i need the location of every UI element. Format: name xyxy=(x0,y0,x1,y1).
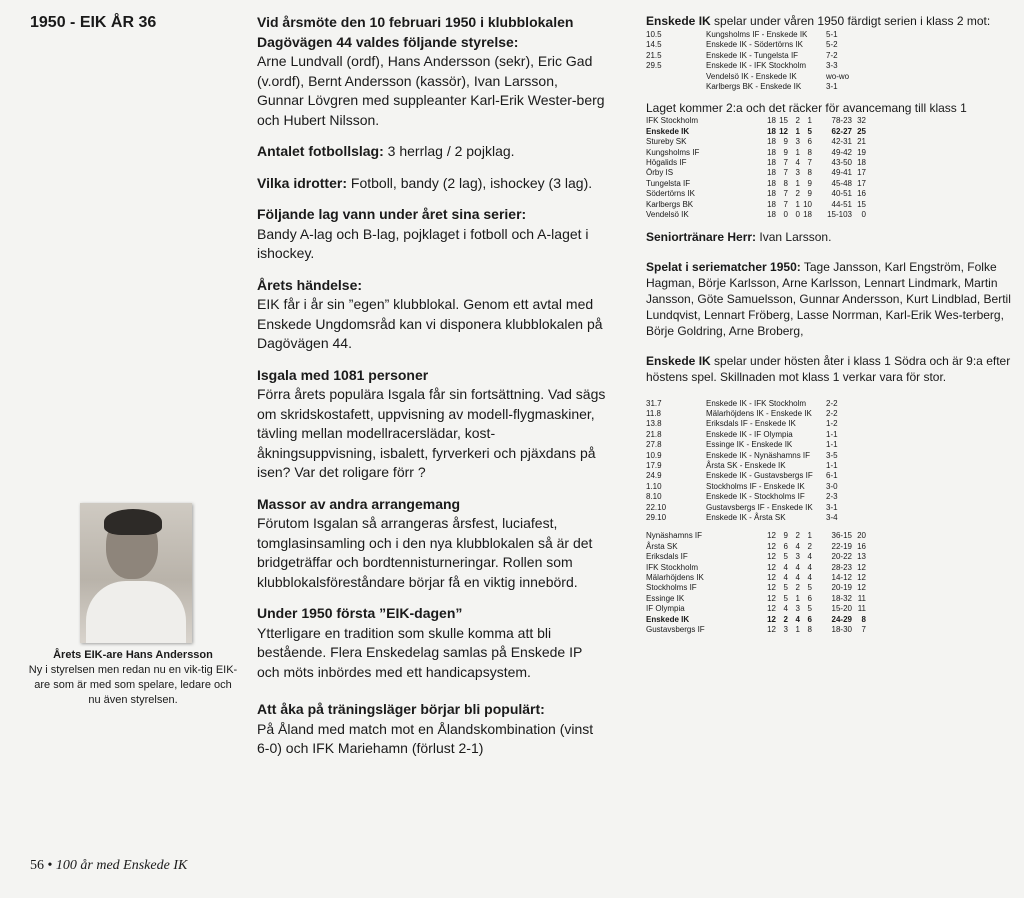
match-row xyxy=(646,482,866,492)
match-score: 1-2 xyxy=(826,419,838,429)
sports-section xyxy=(257,174,607,194)
draws: 4 xyxy=(795,562,800,572)
goal-difference: 15-103 xyxy=(827,210,852,220)
standings-row xyxy=(646,158,866,168)
match-date: 10.9 xyxy=(646,450,662,460)
match-row xyxy=(646,513,866,523)
match-score: 3-0 xyxy=(826,481,838,491)
results-column xyxy=(646,13,1016,635)
board-text: Arne Lundvall (ordf), Hans Andersson (sekr), Eric Gad (v.ordf), Bernt Andersson (kassör), Ivan Larsson, Gunnar Lövgren med suppleanter Karl-Erik Wester-berg och Hubert Nilsson. xyxy=(257,53,605,128)
sports-value: Fotboll, bandy (2 lag), ishockey (3 lag). xyxy=(347,174,593,191)
wins: 4 xyxy=(783,562,788,572)
points: 17 xyxy=(857,178,866,188)
standings-row xyxy=(646,563,866,573)
goal-difference: 42-31 xyxy=(831,137,852,147)
photo-caption xyxy=(28,648,238,708)
match-score: 6-1 xyxy=(826,471,838,481)
goal-difference: 78-23 xyxy=(831,116,852,126)
wins: 9 xyxy=(783,137,788,147)
points: 8 xyxy=(861,614,866,624)
wins: 5 xyxy=(783,593,788,603)
games-played: 18 xyxy=(767,137,776,147)
wins: 9 xyxy=(783,531,788,541)
points: 12 xyxy=(857,562,866,572)
losses: 9 xyxy=(807,178,812,188)
teams-section xyxy=(257,142,607,162)
winners-section xyxy=(257,205,607,264)
events-section xyxy=(257,276,607,354)
games-played: 18 xyxy=(767,126,776,136)
losses: 5 xyxy=(807,583,812,593)
match-score: 5-2 xyxy=(826,40,838,50)
winners-text: Bandy A-lag och B-lag, pojklaget i fotboll och A-laget i ishockey. xyxy=(257,225,589,261)
games-played: 18 xyxy=(767,147,776,157)
match-row xyxy=(646,82,866,92)
losses: 6 xyxy=(807,593,812,603)
spring-standings-table xyxy=(646,116,866,220)
match-date: 31.7 xyxy=(646,398,662,408)
match-score: 3-4 xyxy=(826,512,838,522)
spring-matches-table xyxy=(646,30,866,92)
goal-difference: 40-51 xyxy=(831,189,852,199)
team-name: Högalids IF xyxy=(646,158,687,168)
match-row xyxy=(646,440,866,450)
points: 7 xyxy=(861,625,866,635)
games-played: 18 xyxy=(767,178,776,188)
match-teams: Enskede IK - Stockholms IF xyxy=(706,492,805,502)
wins: 2 xyxy=(783,614,788,624)
goal-difference: 24-29 xyxy=(831,614,852,624)
standings-row xyxy=(646,168,866,178)
games-played: 18 xyxy=(767,158,776,168)
draws: 4 xyxy=(795,573,800,582)
standings-row xyxy=(646,531,866,541)
teams-value: 3 herrlag / 2 pojklag. xyxy=(383,143,515,159)
chapter-title: 1950 - EIK ÅR 36 xyxy=(30,14,157,31)
match-teams: Enskede IK - IFK Stockholm xyxy=(706,61,807,71)
goal-difference: 20-19 xyxy=(831,583,852,593)
events-heading: Årets händelse: xyxy=(257,276,363,293)
games-played: 12 xyxy=(767,583,776,593)
standings-row xyxy=(646,116,866,126)
wins: 15 xyxy=(779,116,788,126)
losses: 5 xyxy=(807,604,812,614)
match-teams: Vendelsö IK - Enskede IK xyxy=(706,71,797,81)
points: 15 xyxy=(857,199,866,209)
wins: 12 xyxy=(779,126,788,136)
points: 13 xyxy=(857,552,866,562)
match-date: 8.10 xyxy=(646,492,662,502)
standings-row xyxy=(646,179,866,189)
points: 32 xyxy=(857,116,866,126)
wins: 0 xyxy=(783,210,788,220)
losses: 18 xyxy=(803,210,812,220)
team-name: Enskede IK xyxy=(646,126,690,136)
points: 19 xyxy=(857,147,866,157)
match-teams: Enskede IK - IF Olympia xyxy=(706,429,793,439)
match-row xyxy=(646,461,866,471)
wins: 7 xyxy=(783,199,788,209)
games-played: 12 xyxy=(767,614,776,624)
match-date: 22.10 xyxy=(646,502,667,512)
team-name: Örby IS xyxy=(646,168,674,178)
team-name: Mälarhöjdens IK xyxy=(646,573,704,582)
losses: 10 xyxy=(803,199,812,209)
arrangements-section xyxy=(257,495,607,593)
match-teams: Stockholms IF - Enskede IK xyxy=(706,481,805,491)
match-row xyxy=(646,503,866,513)
standings-row xyxy=(646,552,866,562)
standings-row xyxy=(646,127,866,137)
match-date xyxy=(646,72,706,82)
team-name: Essinge IK xyxy=(646,593,685,603)
players-paragraph: Spelat i seriematcher 1950: Tage Jansson, Karl Engström, Folke Hagman, Börje Karlsson, Arne Karlsson, Lennart Lindmark, Martin Jansson, Göte Samuelsson, Gunnar Andersson, Kurt Lindblad, Bertil Lundqvist, Lennart Fröberg, Lasse Norrman, Karl-Erik Wes-terberg, Börje Goldring, Arne Broberg, xyxy=(646,259,1011,338)
team-name: Stockholms IF xyxy=(646,583,697,593)
losses: 8 xyxy=(807,168,812,178)
match-row xyxy=(646,72,866,82)
match-score: 3-1 xyxy=(826,82,838,92)
points: 12 xyxy=(857,573,866,582)
team-name: Tungelsta IF xyxy=(646,178,691,188)
portrait-photo xyxy=(80,503,192,643)
standings-row xyxy=(646,625,866,635)
autumn-intro: Enskede IK spelar under hösten åter i klass 1 Södra och är 9:a efter höstens spel. Skillnaden mot klass 1 verkar vara för stor. xyxy=(646,353,1011,384)
goal-difference: 45-48 xyxy=(831,178,852,188)
games-played: 18 xyxy=(767,210,776,220)
standings-row xyxy=(646,594,866,604)
wins: 5 xyxy=(783,552,788,562)
match-date: 21.8 xyxy=(646,429,662,439)
isgala-heading: Isgala med 1081 personer xyxy=(257,366,429,383)
goal-difference: 18-32 xyxy=(831,593,852,603)
eikday-text: Ytterligare en tradition som skulle komma att bli bestående. Flera Enskedelag samlas på Enskede IP och möts inbördes med ett handicapsystem. xyxy=(257,624,583,680)
losses: 8 xyxy=(807,625,812,635)
eikday-heading: Under 1950 första ”EIK-dagen” xyxy=(257,605,463,621)
team-name: Södertörns IK xyxy=(646,189,695,199)
match-score: 2-2 xyxy=(826,398,838,408)
match-score: 2-2 xyxy=(826,408,838,418)
games-played: 12 xyxy=(767,562,776,572)
goal-difference: 28-23 xyxy=(831,562,852,572)
standings-row xyxy=(646,615,866,625)
draws: 4 xyxy=(795,614,800,624)
team-name: Stureby SK xyxy=(646,137,687,147)
page-number: 56 • xyxy=(30,858,53,873)
match-teams: Eriksdals IF - Enskede IK xyxy=(706,419,796,429)
draws: 2 xyxy=(795,189,800,199)
goal-difference: 20-22 xyxy=(831,552,852,562)
losses: 1 xyxy=(807,116,812,126)
team-name: Kungsholms IF xyxy=(646,147,700,157)
match-row xyxy=(646,51,866,61)
points: 21 xyxy=(857,137,866,147)
standings-row xyxy=(646,200,866,210)
match-score: 3-1 xyxy=(826,502,838,512)
draws: 2 xyxy=(795,531,800,541)
draws: 1 xyxy=(795,178,800,188)
draws: 1 xyxy=(795,126,800,136)
losses: 8 xyxy=(807,147,812,157)
points: 16 xyxy=(857,541,866,551)
match-row xyxy=(646,399,866,409)
goal-difference: 36-15 xyxy=(831,531,852,541)
losses: 4 xyxy=(807,573,812,582)
losses: 7 xyxy=(807,158,812,168)
goal-difference: 22-19 xyxy=(831,541,852,551)
points: 11 xyxy=(857,604,866,614)
match-row xyxy=(646,430,866,440)
wins: 4 xyxy=(783,604,788,614)
coach-line: Seniortränare Herr: Ivan Larsson. xyxy=(646,229,832,244)
games-played: 18 xyxy=(767,168,776,178)
match-teams: Enskede IK - Tungelsta IF xyxy=(706,50,799,60)
goal-difference: 62-27 xyxy=(831,126,852,136)
team-name: Enskede IK xyxy=(646,614,690,624)
match-date: 1.10 xyxy=(646,481,662,491)
wins: 9 xyxy=(783,147,788,157)
camp-heading: Att åka på träningsläger börjar bli populärt: xyxy=(257,701,545,717)
draws: 4 xyxy=(795,158,800,168)
wins: 6 xyxy=(783,541,788,551)
match-row xyxy=(646,471,866,481)
goal-difference: 15-20 xyxy=(831,604,852,614)
points: 16 xyxy=(857,189,866,199)
standings-row xyxy=(646,210,866,220)
draws: 4 xyxy=(795,541,800,551)
match-score: 1-1 xyxy=(826,440,838,450)
arrangements-heading: Massor av andra arrangemang xyxy=(257,495,461,512)
games-played: 12 xyxy=(767,604,776,614)
team-name: IFK Stockholm xyxy=(646,116,699,126)
games-played: 12 xyxy=(767,625,776,635)
draws: 3 xyxy=(795,137,800,147)
match-row xyxy=(646,451,866,461)
autumn-matches-table xyxy=(646,399,866,524)
main-text-column xyxy=(257,13,607,771)
match-score: 7-2 xyxy=(826,50,838,60)
match-score: 3-3 xyxy=(826,61,838,71)
match-date: 17.9 xyxy=(646,460,662,470)
games-played: 18 xyxy=(767,189,776,199)
match-score: 1-1 xyxy=(826,429,838,439)
match-score: wo-wo xyxy=(826,71,850,81)
goal-difference: 18-30 xyxy=(831,625,852,635)
match-teams: Enskede IK - Årsta SK xyxy=(706,512,786,522)
match-date: 13.8 xyxy=(646,419,662,429)
draws: 1 xyxy=(795,593,800,603)
games-played: 18 xyxy=(767,116,776,126)
points: 18 xyxy=(857,158,866,168)
team-name: Karlbergs BK xyxy=(646,199,694,209)
match-score: 5-1 xyxy=(826,30,838,39)
board-heading: Vid årsmöte den 10 februari 1950 i klubblokalen Dagövägen 44 valdes följande styrelse: xyxy=(257,14,574,50)
games-played: 12 xyxy=(767,531,776,541)
goal-difference: 43-50 xyxy=(831,158,852,168)
standings-row xyxy=(646,189,866,199)
board-section xyxy=(257,13,607,130)
draws: 1 xyxy=(795,147,800,157)
match-teams: Kungsholms IF - Enskede IK xyxy=(706,30,808,39)
match-teams: Essinge IK - Enskede IK xyxy=(706,440,793,450)
standings-row xyxy=(646,604,866,614)
draws: 2 xyxy=(795,583,800,593)
match-score: 1-1 xyxy=(826,460,838,470)
points: 25 xyxy=(857,126,866,136)
losses: 1 xyxy=(807,531,812,541)
draws: 2 xyxy=(795,116,800,126)
wins: 7 xyxy=(783,189,788,199)
match-row xyxy=(646,61,866,71)
spring-intro: Enskede IK spelar under våren 1950 färdigt serien i klass 2 mot: xyxy=(646,14,991,28)
standings-row xyxy=(646,137,866,147)
match-date: 10.5 xyxy=(646,30,662,39)
match-date: 24.9 xyxy=(646,471,662,481)
eikday-section xyxy=(257,604,607,682)
draws: 0 xyxy=(795,210,800,220)
games-played: 12 xyxy=(767,593,776,603)
goal-difference: 49-41 xyxy=(831,168,852,178)
losses: 9 xyxy=(807,189,812,199)
losses: 6 xyxy=(807,614,812,624)
photo-caption-title: Årets EIK-are Hans Andersson xyxy=(53,649,213,661)
match-score: 3-5 xyxy=(826,450,838,460)
camp-section xyxy=(257,700,607,759)
match-teams: Enskede IK - Nynäshamns IF xyxy=(706,450,811,460)
book-title: 100 år med Enskede IK xyxy=(55,858,188,873)
points: 0 xyxy=(861,210,866,220)
losses: 6 xyxy=(807,137,812,147)
losses: 4 xyxy=(807,562,812,572)
match-date: 14.5 xyxy=(646,40,662,50)
wins: 8 xyxy=(783,178,788,188)
match-teams: Enskede IK - Gustavsbergs IF xyxy=(706,471,813,481)
draws: 3 xyxy=(795,168,800,178)
team-name: Eriksdals IF xyxy=(646,552,688,562)
autumn-standings-table xyxy=(646,531,866,635)
match-date: 21.5 xyxy=(646,50,662,60)
losses: 4 xyxy=(807,552,812,562)
team-name: IFK Stockholm xyxy=(646,562,699,572)
games-played: 12 xyxy=(767,541,776,551)
isgala-section xyxy=(257,366,607,483)
wins: 7 xyxy=(783,158,788,168)
match-row xyxy=(646,409,866,419)
match-date: 29.10 xyxy=(646,512,667,522)
match-teams: Enskede IK - Södertörns IK xyxy=(706,40,803,50)
standings-row xyxy=(646,542,866,552)
match-row xyxy=(646,492,866,502)
wins: 7 xyxy=(783,168,788,178)
page-folio xyxy=(30,858,187,874)
sports-label: Vilka idrotter: xyxy=(257,174,347,191)
team-name: IF Olympia xyxy=(646,604,685,614)
wins: 4 xyxy=(783,573,788,582)
match-date: 27.8 xyxy=(646,440,662,450)
points: 17 xyxy=(857,168,866,178)
match-date xyxy=(646,82,706,92)
losses: 5 xyxy=(807,126,812,136)
wins: 5 xyxy=(783,583,788,593)
draws: 3 xyxy=(795,604,800,614)
isgala-text: Förra årets populära Isgala får sin fortsättning. Vad sägs om skridskostafett, uppvisning av modell-flygmaskiner, tävling mellan modellracerslädar, kost-åkningsuppvisning, isbalett, fyrverkeri och pjäxdans på isen? Var det roligare förr ? xyxy=(257,386,606,480)
winners-heading: Följande lag vann under året sina serier: xyxy=(257,206,527,222)
draws: 3 xyxy=(795,552,800,562)
spring-result-text: Laget kommer 2:a och det räcker för avancemang till klass 1 xyxy=(646,101,967,116)
standings-row xyxy=(646,148,866,158)
standings-row xyxy=(646,573,866,583)
games-played: 12 xyxy=(767,573,776,582)
match-teams: Årsta SK - Enskede IK xyxy=(706,460,786,470)
teams-label: Antalet fotbollslag: xyxy=(257,143,384,159)
standings-row xyxy=(646,583,866,593)
match-teams: Karlbergs BK - Enskede IK xyxy=(706,82,802,92)
match-teams: Mälarhöjdens IK - Enskede IK xyxy=(706,408,812,418)
games-played: 12 xyxy=(767,552,776,562)
goal-difference: 14-12 xyxy=(831,573,852,582)
wins: 3 xyxy=(783,625,788,635)
match-teams: Gustavsbergs IF - Enskede IK xyxy=(706,502,813,512)
match-row xyxy=(646,40,866,50)
match-score: 2-3 xyxy=(826,492,838,502)
goal-difference: 44-51 xyxy=(831,199,852,209)
team-name: Årsta SK xyxy=(646,541,678,551)
match-row xyxy=(646,30,866,40)
losses: 2 xyxy=(807,541,812,551)
goal-difference: 49-42 xyxy=(831,147,852,157)
team-name: Gustavsbergs IF xyxy=(646,625,705,635)
games-played: 18 xyxy=(767,199,776,209)
match-date: 11.8 xyxy=(646,408,661,418)
arrangements-text: Förutom Isgalan så arrangeras årsfest, luciafest, tomglasinsamling och i den nya klubblokalen så är det bridgeträffar och bordtennisturneringar. Rollen som klubblokalsföreståndare börjar få en viktig innebörd. xyxy=(257,515,593,590)
photo-caption-text: Ny i styrelsen men redan nu en vik-tig EIK-are som är med som spelare, ledare och nu även styrelsen. xyxy=(28,664,238,706)
camp-text: På Åland med match mot en Ålandskombination (vinst 6-0) och IFK Mariehamn (förlust 2-1) xyxy=(257,720,594,756)
match-date: 29.5 xyxy=(646,61,662,71)
match-row xyxy=(646,419,866,429)
draws: 1 xyxy=(795,199,800,209)
points: 20 xyxy=(857,531,866,541)
match-teams: Enskede IK - IFK Stockholm xyxy=(706,398,807,408)
draws: 1 xyxy=(795,625,800,635)
team-name: Nynäshamns IF xyxy=(646,531,703,541)
points: 11 xyxy=(857,593,866,603)
events-text: EIK får i år sin ”egen” klubblokal. Genom ett avtal med Enskede Ungdomsråd kan vi disponera klubblokalen på Dagövägen 44. xyxy=(257,296,603,351)
team-name: Vendelsö IK xyxy=(646,210,689,220)
points: 12 xyxy=(857,583,866,593)
